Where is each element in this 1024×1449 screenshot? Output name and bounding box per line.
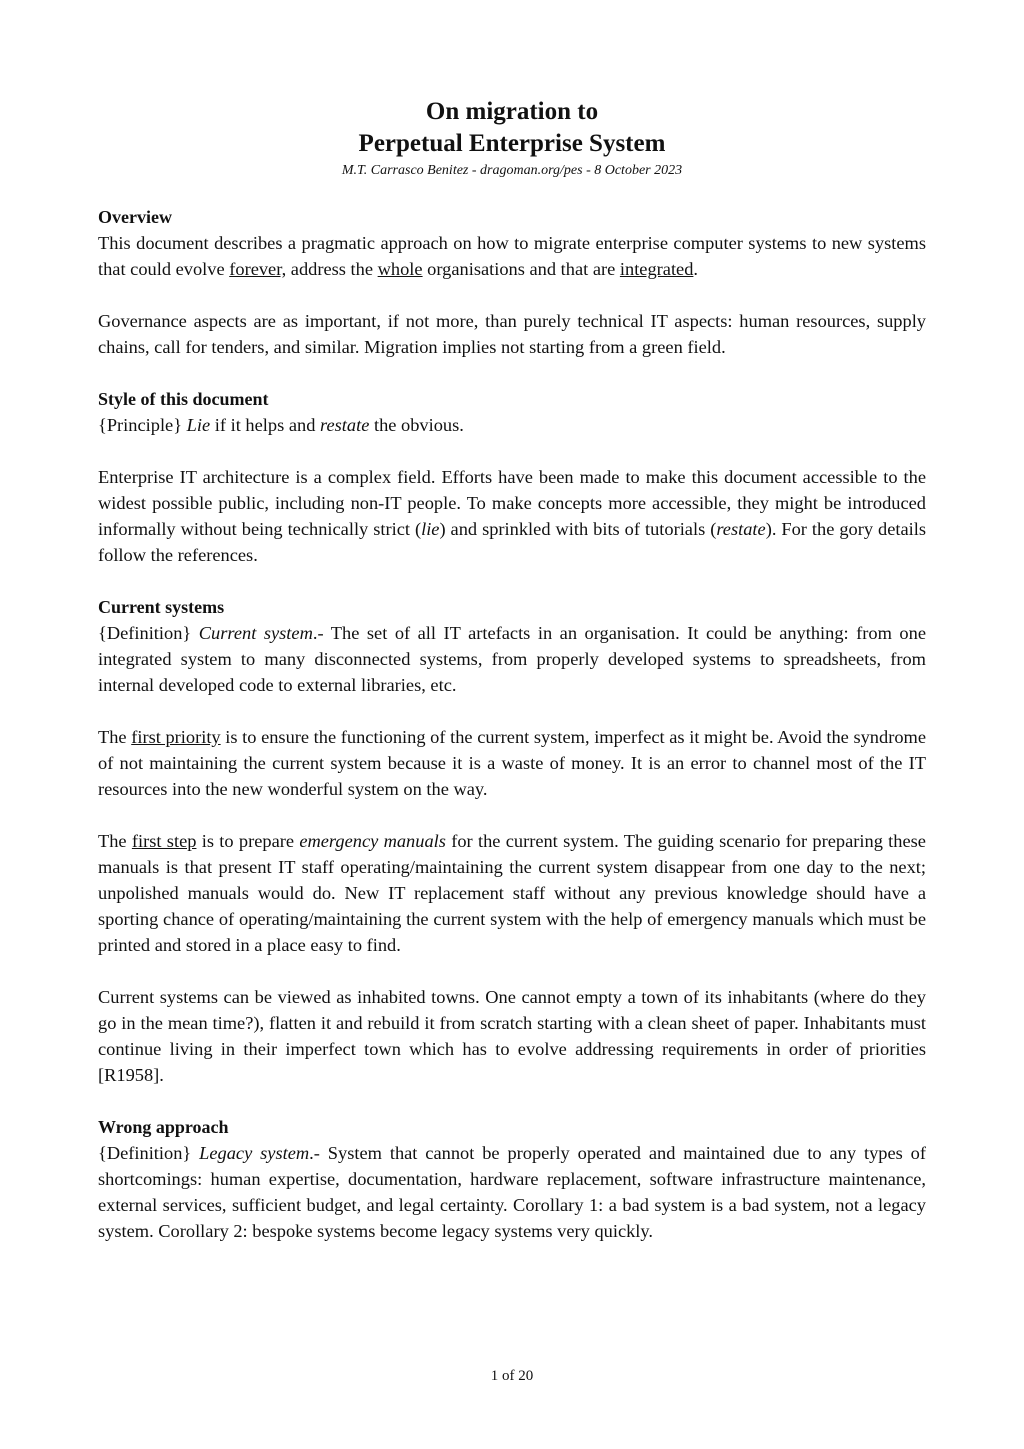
page-number: 1 of 20 — [490, 1368, 534, 1384]
overview-paragraph-2: Governance aspects are as important, if not more, than purely technical IT aspects: human resources, supply chains, call for tenders, and similar. Migration implies not starting from a green field. — [98, 311, 926, 357]
document-title — [98, 96, 926, 160]
style-paragraph-1: {Principle} Lie if it helps and restate the obvious. — [98, 415, 464, 435]
current-paragraph-2: The first priority is to ensure the functioning of the current system, imperfect as it might be. Avoid the syndrome of not maintaining the current system because it is a waste of money. It is an error to channel most of the IT resources into the new wonderful system on the way. — [98, 727, 926, 799]
document-page — [98, 96, 926, 1244]
author-byline: M.T. Carrasco Benitez - dragoman.org/pes - 8 October 2023 — [341, 163, 683, 178]
overview-paragraph-1: This document describes a pragmatic approach on how to migrate enterprise computer systems to new systems that could evolve forever, address the whole organisations and that are integrated. — [98, 233, 926, 279]
title-line-2: Perpetual Enterprise System — [358, 130, 666, 157]
wrong-paragraph-1: {Definition} Legacy system.- System that cannot be properly operated and maintained due to any types of shortcomings: human expertise, documentation, hardware replacement, software infrastructure maintenance, external services, sufficient budget, and legal certainty. Corollary 1: a bad system is a bad system, not a legacy system. Corollary 2: bespoke systems become legacy systems very quickly. — [98, 1143, 926, 1241]
current-systems-heading: Current systems — [98, 597, 225, 617]
current-paragraph-1: {Definition} Current system.- The set of all IT artefacts in an organisation. It could be anything: from one integrated system to many disconnected systems, from properly developed systems to spreadsheets, from internal developed code to external libraries, etc. — [98, 623, 926, 695]
overview-heading: Overview — [98, 207, 172, 227]
wrong-approach-heading: Wrong approach — [98, 1117, 229, 1137]
current-paragraph-3: The first step is to prepare emergency manuals for the current system. The guiding scenario for preparing these manuals is that present IT staff operating/maintaining the current system disappear from one day to the next; unpolished manuals would do. New IT replacement staff without any previous knowledge should have a sporting chance of operating/maintaining the current system with the help of emergency manuals which must be printed and stored in a place easy to find. — [98, 831, 926, 955]
current-paragraph-4: Current systems can be viewed as inhabited towns. One cannot empty a town of its inhabitants (where do they go in the mean time?), flatten it and rebuild it from scratch starting with a clean sheet of paper. Inhabitants must continue living in their imperfect town which has to evolve addressing requirements in order of priorities [R1958]. — [98, 987, 926, 1085]
title-line-1: On migration to — [425, 98, 599, 125]
style-heading: Style of this document — [98, 389, 269, 409]
style-paragraph-2: Enterprise IT architecture is a complex field. Efforts have been made to make this document accessible to the widest possible public, including non-IT people. To make concepts more accessible, they might be introduced informally without being technically strict (lie) and sprinkled with bits of tutorials (restate). For the gory details follow the references. — [98, 467, 927, 565]
